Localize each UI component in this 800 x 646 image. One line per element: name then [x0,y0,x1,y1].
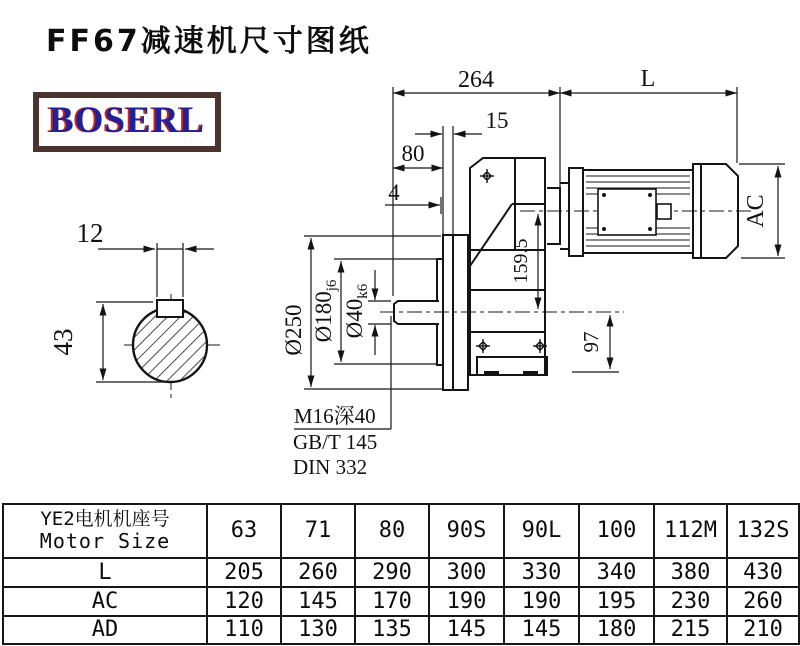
col-header: 90S [429,504,504,558]
page-title: FF67减速机尺寸图纸 [46,24,372,59]
dim-15-label: 15 [485,108,509,133]
dim-key-height: 43 [48,328,78,356]
bolt-icon [476,339,490,353]
cell: 215 [654,616,727,644]
cell: 145 [281,587,355,616]
cell: 145 [504,616,579,644]
dim-264-label: 264 [458,67,494,93]
header-motor-size-zh: YE2电机机座号 [40,507,170,530]
cell: 130 [281,616,355,644]
thread-note: M16深40 [294,404,376,428]
cell: 170 [355,587,429,616]
cell: 180 [579,616,654,644]
cell: 190 [429,587,504,616]
col-header: 100 [579,504,654,558]
motor-size-table [2,503,800,645]
col-header: 63 [207,504,281,558]
standard-gbt: GB/T 145 [293,430,378,454]
main-view [281,66,785,479]
col-header: 112M [654,504,727,558]
dim-4-label: 4 [388,180,400,205]
cell: 195 [579,587,654,616]
dim-40-label: $Ø40_{k6}$ [342,283,371,339]
cell: 260 [281,558,355,587]
row-label: L [3,558,207,587]
shaft-section-view [48,218,221,398]
standard-din: DIN 332 [293,455,368,479]
row-label: AD [3,616,207,644]
table-header-row [3,504,799,558]
cell: 110 [207,616,281,644]
cell: 135 [355,616,429,644]
col-header: 80 [355,504,429,558]
cell: 430 [727,558,799,587]
dim-L-label: L [640,66,656,92]
header-motor-size-en: Motor Size [39,529,171,554]
dim-AC-label: AC [743,194,769,228]
col-header: 71 [281,504,355,558]
brand-logo-text: BOSERL [49,100,206,141]
dim-80-label: 80 [401,141,425,166]
table-row-AC [3,587,799,616]
cell: 190 [504,587,579,616]
header-motor-size [3,504,207,558]
col-header: 90L [504,504,579,558]
dim-250-label: Ø250 [281,304,306,356]
cell: 290 [355,558,429,587]
dim-97-label: 97 [579,331,603,353]
cell: 330 [504,558,579,587]
table-row-L [3,558,799,587]
cell: 340 [579,558,654,587]
dim-180-label: $Ø180_{j6}$ [311,279,340,343]
gear-housing [470,158,545,375]
shaft-circle [133,308,207,382]
col-header: 132S [727,504,799,558]
cell: 205 [207,558,281,587]
cell: 260 [727,587,799,616]
cell: 380 [654,558,727,587]
cell: 300 [429,558,504,587]
dim-159-label: 159.5 [510,238,532,284]
cell: 145 [429,616,504,644]
table-row-AD [3,616,799,644]
dim-key-width: 12 [76,218,104,248]
cell: 120 [207,587,281,616]
row-label: AC [3,587,207,616]
cell: 230 [654,587,727,616]
bolt-icon [480,169,494,183]
cell: 210 [727,616,799,644]
